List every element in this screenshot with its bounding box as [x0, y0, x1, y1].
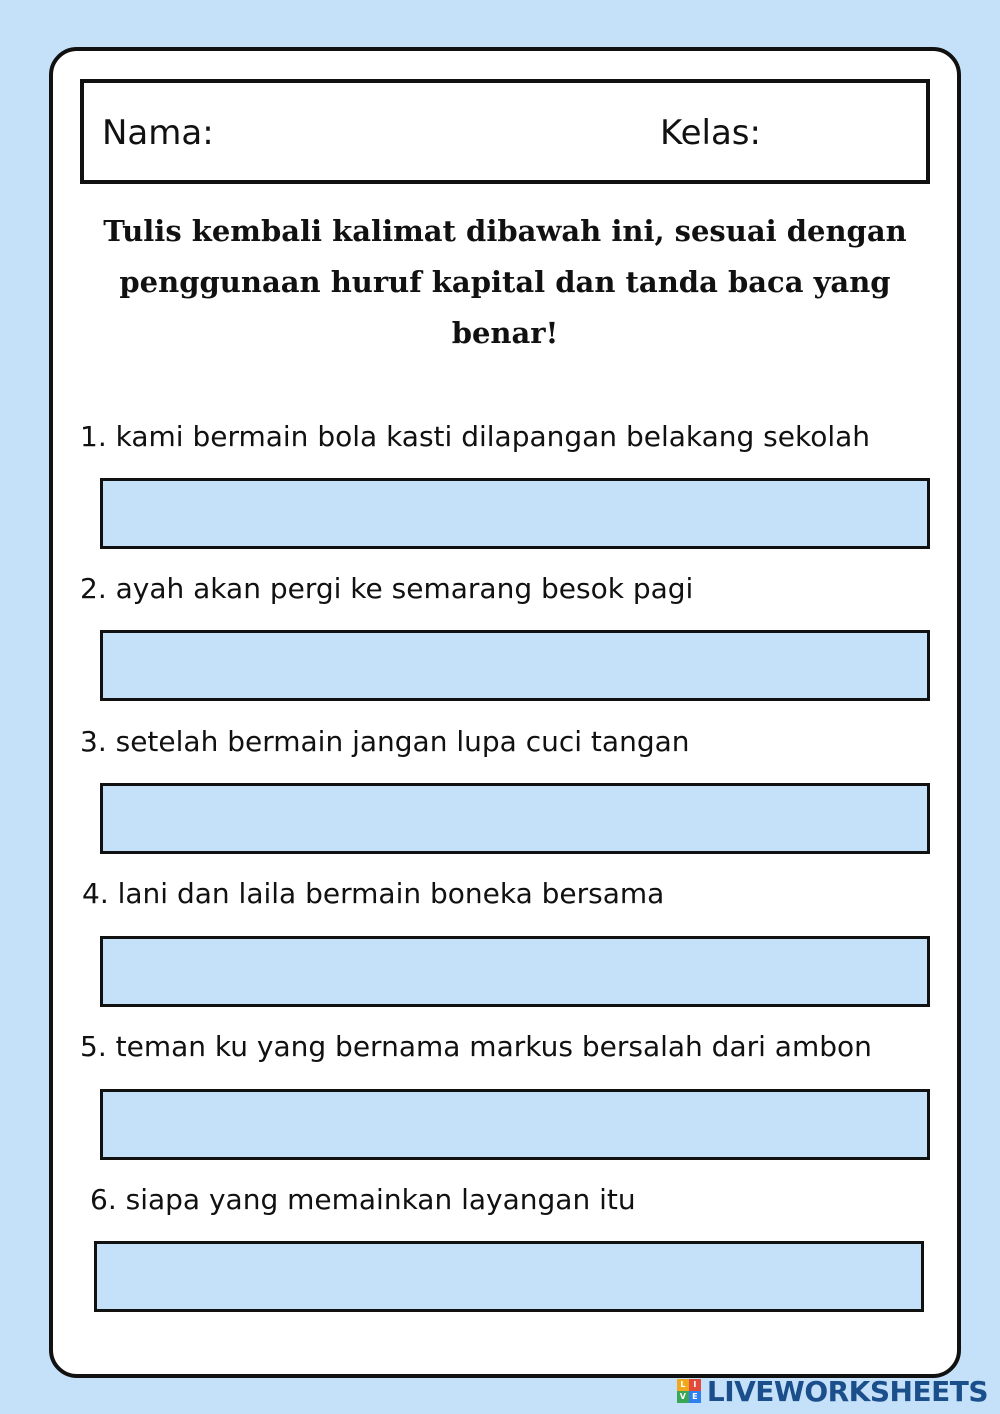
logo-letter-v: V — [677, 1391, 689, 1403]
answer-field-2[interactable] — [100, 630, 930, 701]
logo-text: LIVEWORKSHEETS — [706, 1374, 988, 1408]
question-5: 5. teman ku yang bernama markus bersalah dari ambon — [80, 1030, 872, 1063]
instruction-text: Tulis kembali kalimat dibawah ini, sesuai dengan penggunaan huruf kapital dan tanda baca yang benar! — [103, 214, 907, 350]
answer-field-3[interactable] — [100, 783, 930, 854]
question-4: 4. lani dan laila bermain boneka bersama — [82, 877, 665, 910]
answer-field-1[interactable] — [100, 478, 930, 549]
answer-field-6[interactable] — [94, 1241, 924, 1312]
student-info-box — [80, 79, 930, 184]
answer-field-5[interactable] — [100, 1089, 930, 1160]
class-label: Kelas: — [660, 113, 761, 153]
liveworksheets-logo — [677, 1376, 988, 1406]
logo-letter-e: E — [689, 1391, 701, 1403]
question-1: 1. kami bermain bola kasti dilapangan belakang sekolah — [80, 420, 871, 453]
question-2: 2. ayah akan pergi ke semarang besok pagi — [80, 572, 694, 605]
name-label: Nama: — [102, 113, 214, 153]
question-3: 3. setelah bermain jangan lupa cuci tangan — [80, 725, 690, 758]
question-6: 6. siapa yang memainkan layangan itu — [90, 1183, 636, 1216]
answer-field-4[interactable] — [100, 936, 930, 1007]
logo-letter-i: I — [689, 1379, 701, 1391]
liveworksheets-logo-icon — [677, 1379, 701, 1403]
logo-letter-l: L — [677, 1379, 689, 1391]
